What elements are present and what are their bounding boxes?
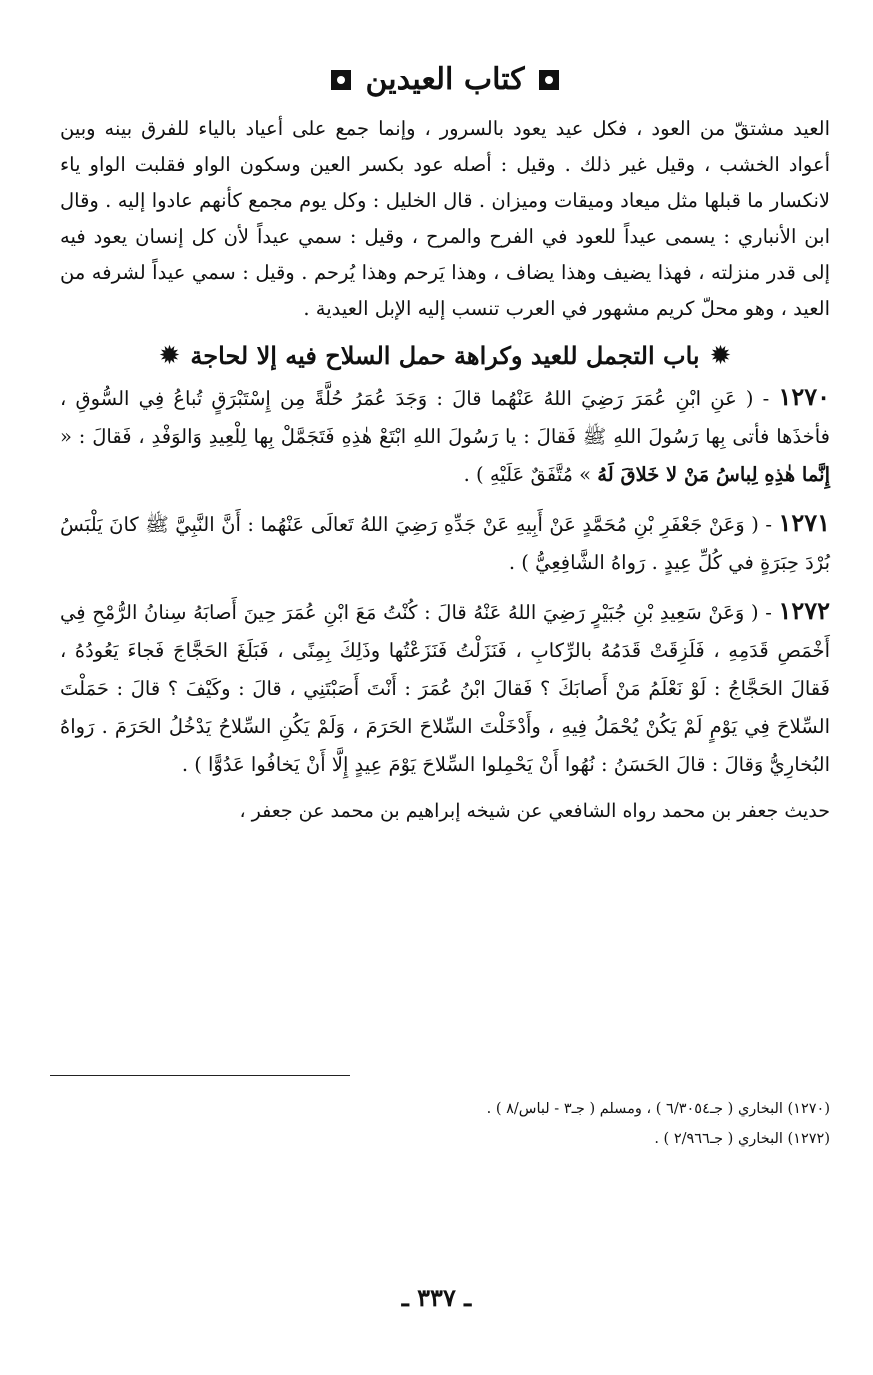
hadith-paragraph <box>60 592 830 784</box>
hadith-emphasis: إِنَّما هٰذِهِ لِباسُ مَنْ لا خَلاقَ لَهُ <box>597 463 830 486</box>
intro-paragraph: العيد مشتقّ من العود ، فكل عيد يعود بالسرور ، وإنما جمع على أعياد بالياء للفرق بينه وبين أعواد الخشب ، وقيل غير ذلك . وقيل : أصله عود بكسر العين وسكون الواو فقلبت الواو ياء لانكسار ما قبلها مثل ميعاد وميقات وميزان . قال الخليل : وكل يوم مجمع كأنهم عادوا إليه . وقال ابن الأنباري : يسمى عيداً للعود في الفرح والمرح ، وقيل : سمي عيداً لأن كل إنسان يعود فيه إلى قدر منزلته ، فهذا يضيف وهذا يضاف ، وهذا يَرحم وهذا يُرحم . وقيل : سمي عيداً لشرفه من العيد ، وهو محلّ كريم مشهور في العرب تنسب إليه الإبل العيدية . <box>60 117 830 320</box>
hadith-text: - ( عَنِ ابْنِ عُمَرَ رَضِيَ اللهُ عَنْهُما قالَ : وَجَدَ عُمَرُ حُلَّةً مِن إِسْتَبْرَقٍ تُباعُ فِي السُّوقِ ، فأخذَها فأتى بِها رَسُولَ اللهِ ﷺ فَقالَ : يا رَسُولَ اللهِ ابْتَعْ هٰذِهِ فَتَجَمَّلْ بِها لِلْعِيدِ وَالوَفْدِ ، فَقالَ : « <box>60 387 830 448</box>
page-body <box>60 62 830 828</box>
star-ornament-icon: ✹ <box>709 340 732 371</box>
hadith-paragraph <box>60 504 830 582</box>
hadith-text: - ( وَعَنْ سَعِيدِ بْنِ جُبَيْرٍ رَضِيَ اللهُ عَنْهُ قالَ : كُنْتُ مَعَ ابْنِ عُمَرَ حِينَ أَصابَهُ سِنانُ الرُّمْحِ فِي أَخْمَصِ قَدَمِهِ ، فَلَزِقَتْ قَدَمُهُ بالرِّكابِ ، فَنَزَلْتُ فَنَزَعْتُها وذَلِكَ بِمِنًى ، فَبَلَغَ الحَجَّاجَ فَجاءَ يَعُودُهُ ، فَقالَ الحَجَّاجُ : لَوْ نَعْلَمُ مَنْ أَصابَكَ ؟ فَقالَ ابْنُ عُمَرَ : أَنْتَ أَصَبْتَنِي ، قالَ : وكَيْفَ ؟ قالَ : حَمَلْتَ السِّلاحَ فِي يَوْمٍ لَمْ يَكُنْ يُحْمَلُ فِيهِ ، وأَدْخَلْتَ السِّلاحَ الحَرَمَ ، وَلَمْ يَكُنِ السِّلاحُ يَدْخُلُ الحَرَمَ . رَواهُ البُخارِيُّ وَقالَ : قالَ الحَسَنُ : نُهُوا أَنْ يَحْمِلوا السِّلاحَ يَوْمَ عِيدٍ إِلَّا أَنْ يَخافُوا عَدُوًّا ) . <box>60 601 830 776</box>
square-ornament-icon <box>331 70 351 90</box>
star-ornament-icon: ✹ <box>158 340 181 371</box>
chapter-heading-row <box>60 341 830 370</box>
footnote: (١٢٧٠) البخاري ( جـ٦/٣٠٥٤ ) ، ومسلم ( جـ٣ - لباس/٨ ) . <box>486 1101 830 1117</box>
square-ornament-icon <box>539 70 559 90</box>
footnotes-section <box>60 1075 830 1154</box>
chapter-title: باب التجمل للعيد وكراهة حمل السلاح فيه إلا لحاجة <box>190 341 700 370</box>
hadith-paragraph <box>60 378 830 494</box>
commentary-paragraph: حديث جعفر بن محمد رواه الشافعي عن شيخه إبراهيم بن محمد عن جعفر ، <box>239 800 830 822</box>
hadith-number: ١٢٧١ <box>778 508 830 537</box>
book-title: كتاب العيدين <box>365 62 525 97</box>
footnote-divider <box>50 1075 350 1076</box>
page-number: ـ ٣٣٧ ـ <box>401 1283 472 1312</box>
hadith-text: - ( وَعَنْ جَعْفَرِ بْنِ مُحَمَّدٍ عَنْ أَبِيهِ عَنْ جَدِّهِ رَضِيَ اللهُ تَعالَى عَنْهُما : أَنَّ النَّبِيَّ ﷺ كانَ يَلْبَسُ بُرْدَ حِبَرَةٍ في كُلِّ عِيدٍ . رَواهُ الشَّافِعِيُّ ) . <box>60 513 830 574</box>
hadith-text-end: » مُتَّفَقٌ عَلَيْهِ ) . <box>463 463 598 486</box>
hadith-number: ١٢٧٢ <box>778 596 830 625</box>
hadith-number: ١٢٧٠ <box>778 382 831 411</box>
footnote: (١٢٧٢) البخاري ( جـ٢/٩٦٦ ) . <box>654 1131 830 1147</box>
book-title-row <box>60 62 830 97</box>
